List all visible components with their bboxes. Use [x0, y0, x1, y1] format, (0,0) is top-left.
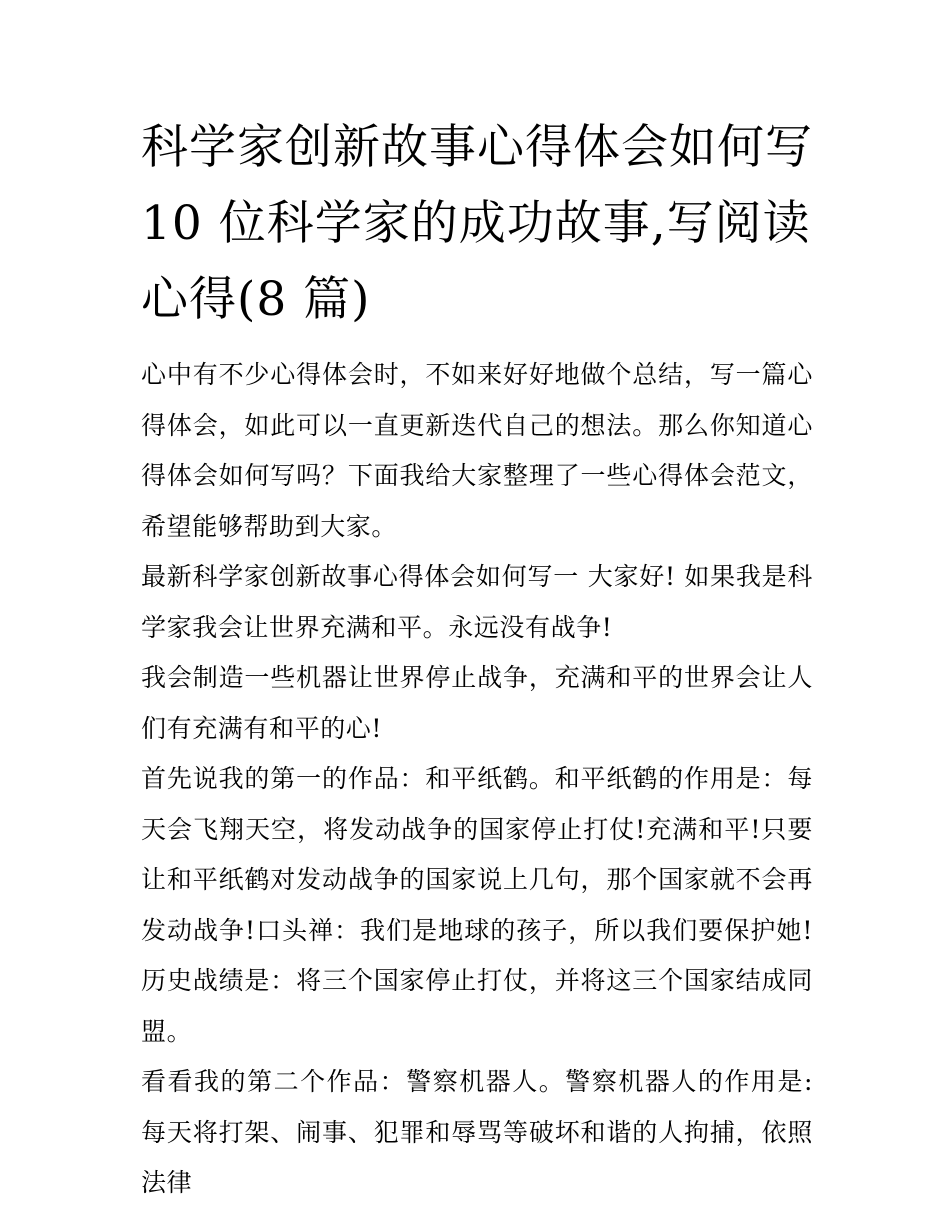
document-title: 科学家创新故事心得体会如何写 10 位科学家的成功故事,写阅读心得(8 篇)	[141, 120, 813, 327]
document-body	[141, 110, 813, 1209]
paragraph-opening: 最新科学家创新故事心得体会如何写一 大家好! 如果我是科学家我会让世界充满和平。永远没有战争!	[141, 562, 813, 642]
paragraph-machines: 我会制造一些机器让世界停止战争，充满和平的世界会让人们有充满有和平的心!	[141, 663, 813, 743]
paragraph-second-work: 看看我的第二个作品：警察机器人。警察机器人的作用是:每天将打架、闹事、犯罪和辱骂等破坏和谐的人拘捕，依照法律	[141, 1067, 813, 1197]
paragraph-first-work: 首先说我的第一的作品：和平纸鹤。和平纸鹤的作用是：每天会飞翔天空，将发动战争的国家停止打仗!充满和平!只要让和平纸鹤对发动战争的国家说上几句，那个国家就不会再发动战争!口头禅：我们是地球的孩子，所以我们要保护她!历史战绩是：将三个国家停止打仗，并将这三个国家结成同盟。	[141, 764, 813, 1046]
paragraph-intro: 心中有不少心得体会时，不如来好好地做个总结，写一篇心得体会，如此可以一直更新迭代自己的想法。那么你知道心得体会如何写吗？下面我给大家整理了一些心得体会范文，希望能够帮助到大家。	[141, 360, 813, 541]
